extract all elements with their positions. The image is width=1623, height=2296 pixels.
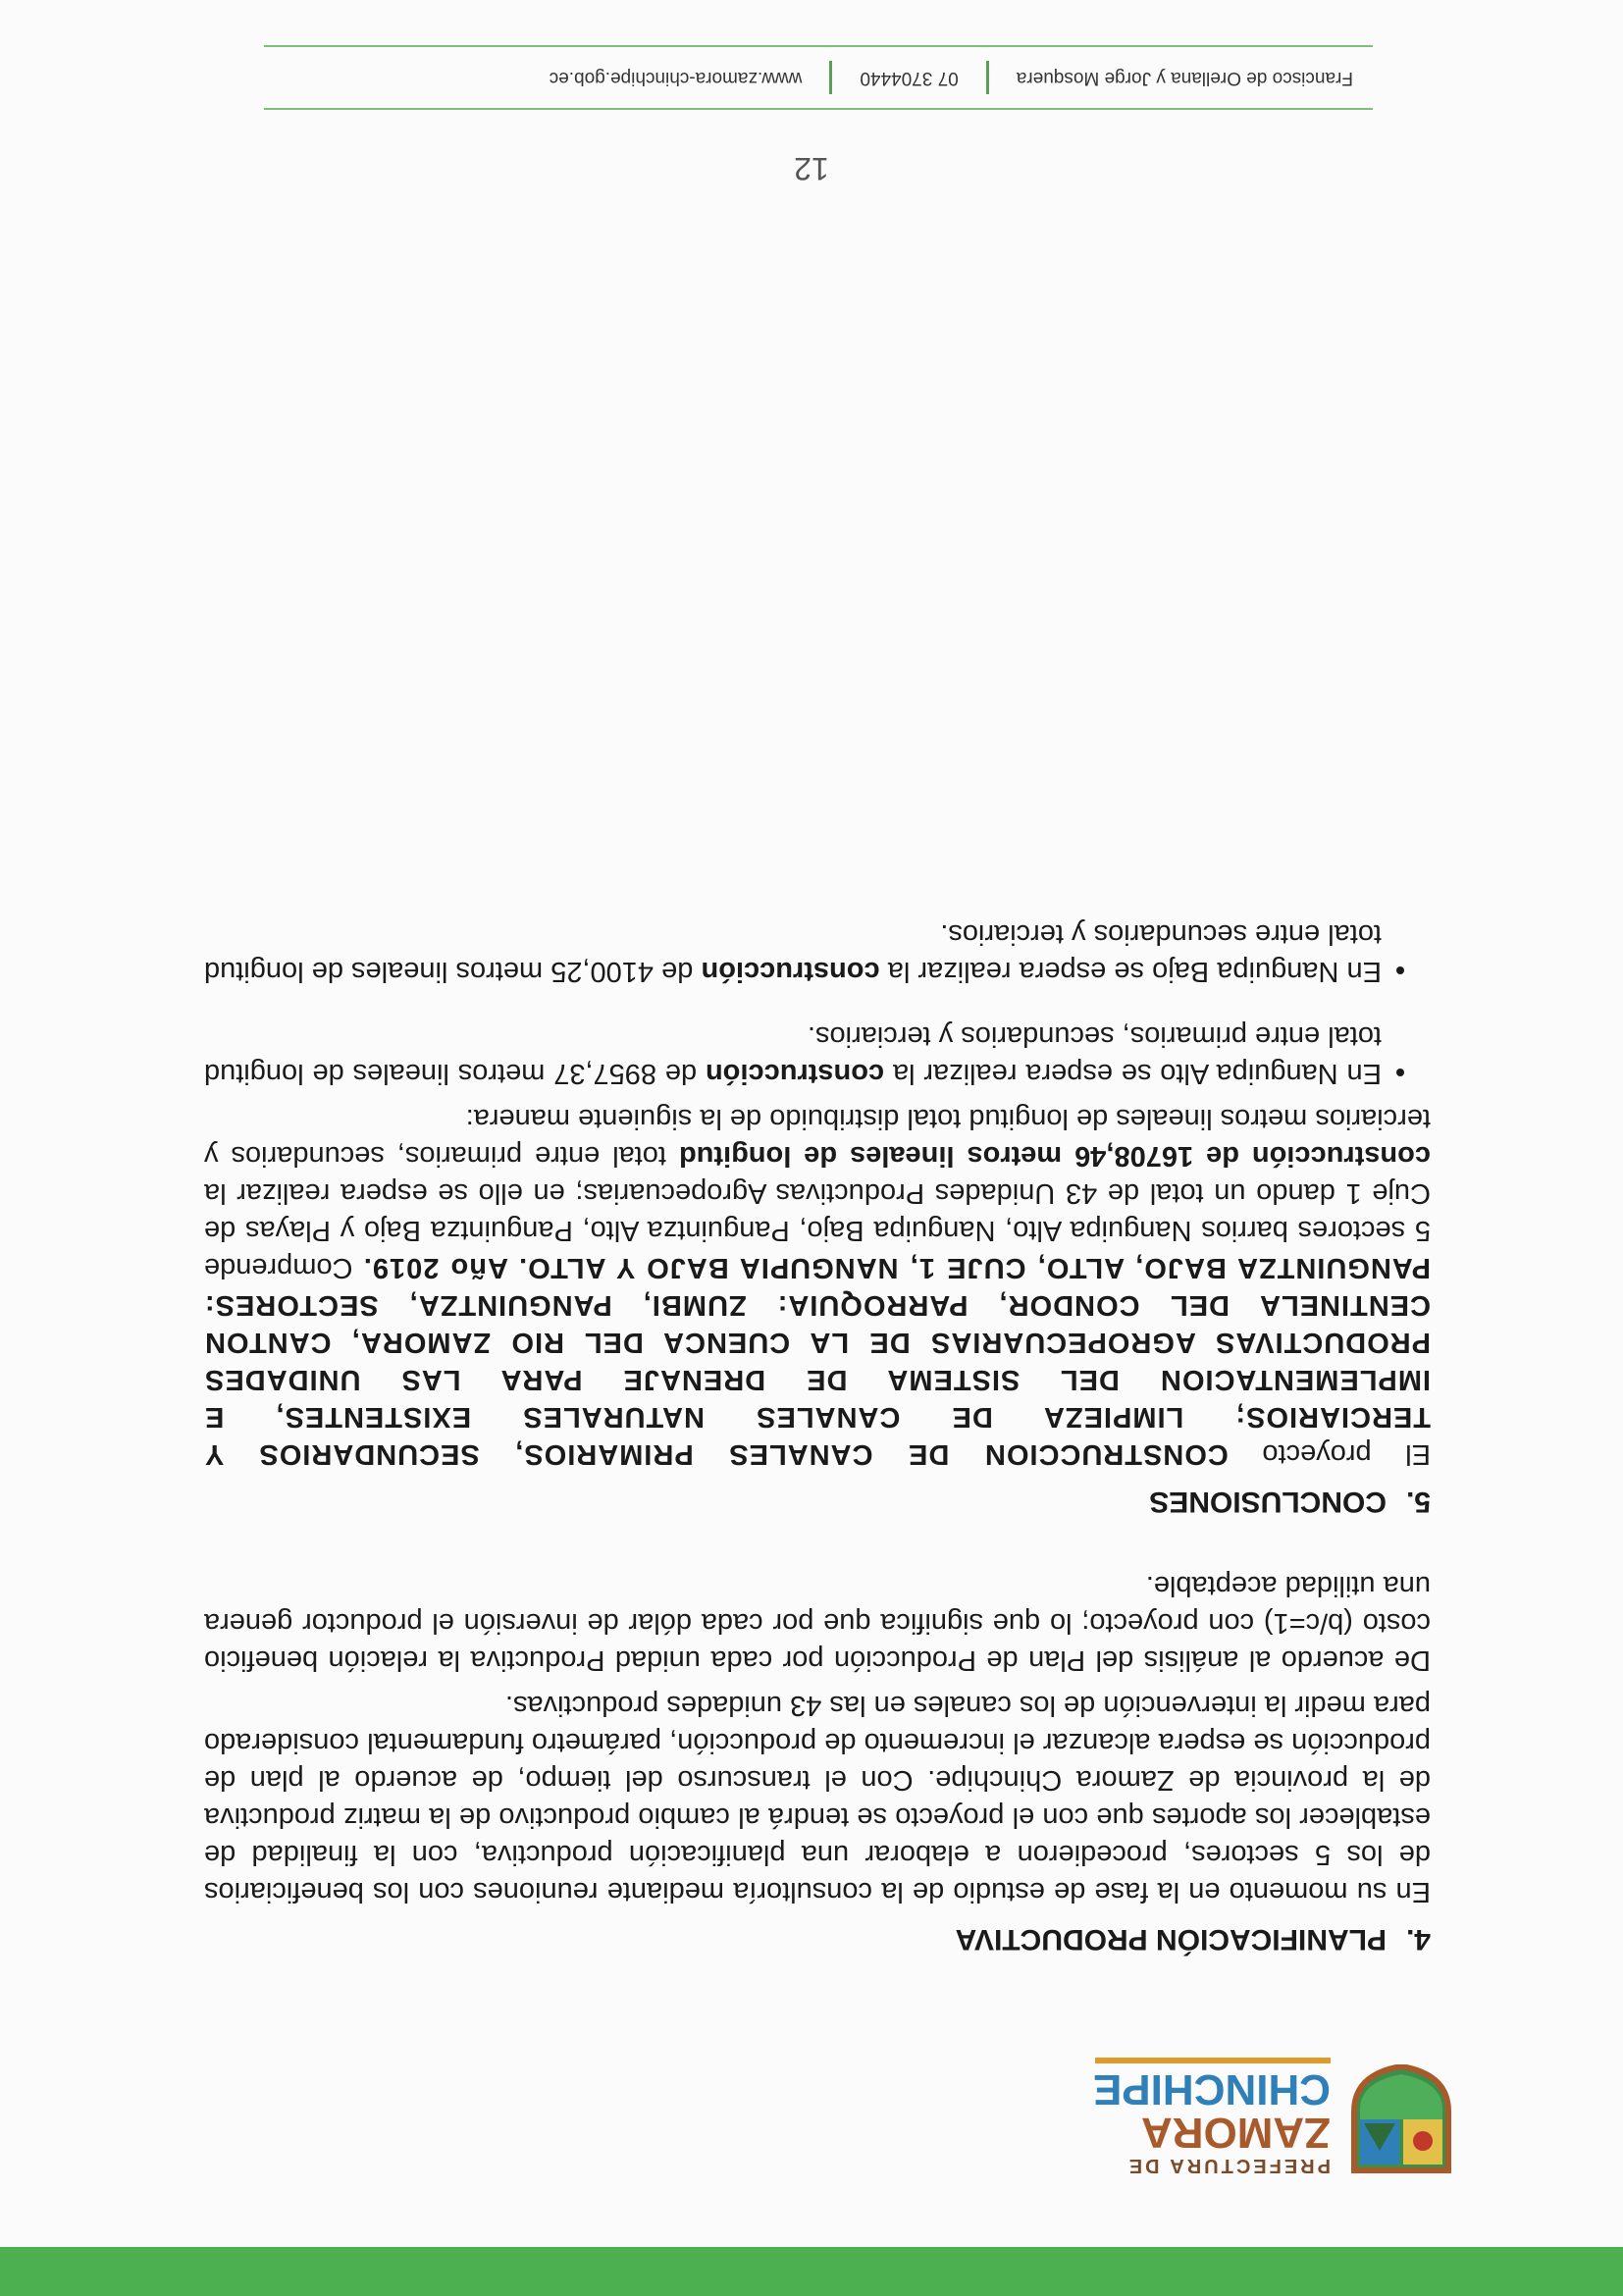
footer-divider bbox=[829, 61, 832, 94]
section-5-heading bbox=[204, 1483, 1431, 1520]
logo-line-chinchipe: CHINCHIPE bbox=[1092, 2065, 1331, 2113]
page-number: 12 bbox=[794, 151, 829, 186]
footer-website: www.zamora-chinchipe.gob.ec bbox=[549, 68, 803, 88]
list-item: • En Nanguipa Bajo se espera realizar la construcción de 4100,25 metros lineales de longitud total entre secundarios y terciarios. bbox=[204, 915, 1382, 990]
conclusion-construction-total: construcción de 16708,46 metros lineales de longitud bbox=[678, 1140, 1431, 1172]
section-4-heading bbox=[204, 1920, 1431, 1957]
conclusion-bullet-list bbox=[204, 915, 1431, 1092]
logo-line-zamora: ZAMORA bbox=[1140, 2109, 1331, 2157]
footer-divider bbox=[986, 61, 989, 94]
logo-line-prefectura: PREFECTURA DE bbox=[1126, 2155, 1331, 2176]
conclusion-end: total entre primarios, secundarios y terciarios metros lineales de longitud total distribuido de la siguiente manera: bbox=[203, 1103, 1431, 1172]
document-body bbox=[204, 888, 1431, 1957]
project-name: CONSTRUCCION DE CANALES PRIMARIOS, SECUNDARIOS Y TERCIARIOS; LIMPIEZA DE CANALES NATURALES EXISTENTES, E IMPLEMENTACION DEL SISTEMA DE DRENAJE PARA LAS UNIDADES PRODUCTIVAS AGROPECUARIAS DE LA CUENCA DEL RIO ZAMORA, CANTON CENTINELA DEL CONDOR, PARROQUIA: ZUMBI, PANGUINTZA, SECTORES: PANGUINTZA BAJO, ALTO, CUJE 1, NANGUPIA BAJO Y ALTO. Año 2019. bbox=[204, 1252, 1431, 1470]
page-footer bbox=[264, 45, 1373, 110]
footer-address: Francisco de Orellana y Jorge Mosquera bbox=[1016, 68, 1353, 88]
section-5-number: 5. bbox=[1405, 1486, 1431, 1518]
list-item: • En Nanguipa Alto se espera realizar la construcción de 8957,37 metros lineales de longitud total entre primarios, secundarios y terciarios. bbox=[204, 1018, 1382, 1092]
section-5-title: CONCLUSIONES bbox=[1149, 1486, 1387, 1518]
crest-icon bbox=[1346, 2064, 1456, 2180]
header-green-bar bbox=[0, 2247, 1623, 2296]
conclusion-middle: Comprende 5 sectores barrios Nanguipa Alto, Nanguipa Bajo, Panguintza Alto, Panguintza Bajo y Playas de Cuje 1 dando un total de 43 Unidades Productivas Agropecuarias; en ello se espera realizar la bbox=[204, 1177, 1431, 1283]
section-5-paragraph bbox=[204, 1100, 1431, 1473]
section-4-paragraph-2: De acuerdo al análisis del Plan de Producción por cada unidad Productiva la relación beneficio costo (b/c=1) con proyecto; lo que significa que por cada dólar de inversión el productor genera una utilidad aceptable. bbox=[204, 1570, 1431, 1676]
section-4-title: PLANIFICACIÓN PRODUCTIVA bbox=[955, 1923, 1387, 1956]
conclusion-intro: El proyecto bbox=[1262, 1438, 1431, 1470]
logo-underline bbox=[1095, 2058, 1331, 2063]
footer-phone: 07 3704440 bbox=[860, 68, 959, 88]
section-4-paragraph-1: En su momento en la fase de estudio de la consultoría mediante reuniones con los beneficiarios de los 5 sectores, procedieron a elaborar una planificación productiva, con la finalidad de establecer los aportes que con el proyecto se tendrá al cambio productivo de la matriz productiva de la provincia de Zamora Chinchipe. Con el transcurso del tiempo, de acuerdo al plan de producción se espera alcanzar el incremento de producción, parámetro fundamental considerado para medir la intervención de los canales en las 43 unidades productivas. bbox=[204, 1690, 1431, 1907]
section-4-number: 4. bbox=[1405, 1923, 1431, 1956]
prefectura-logo bbox=[1015, 2062, 1456, 2180]
